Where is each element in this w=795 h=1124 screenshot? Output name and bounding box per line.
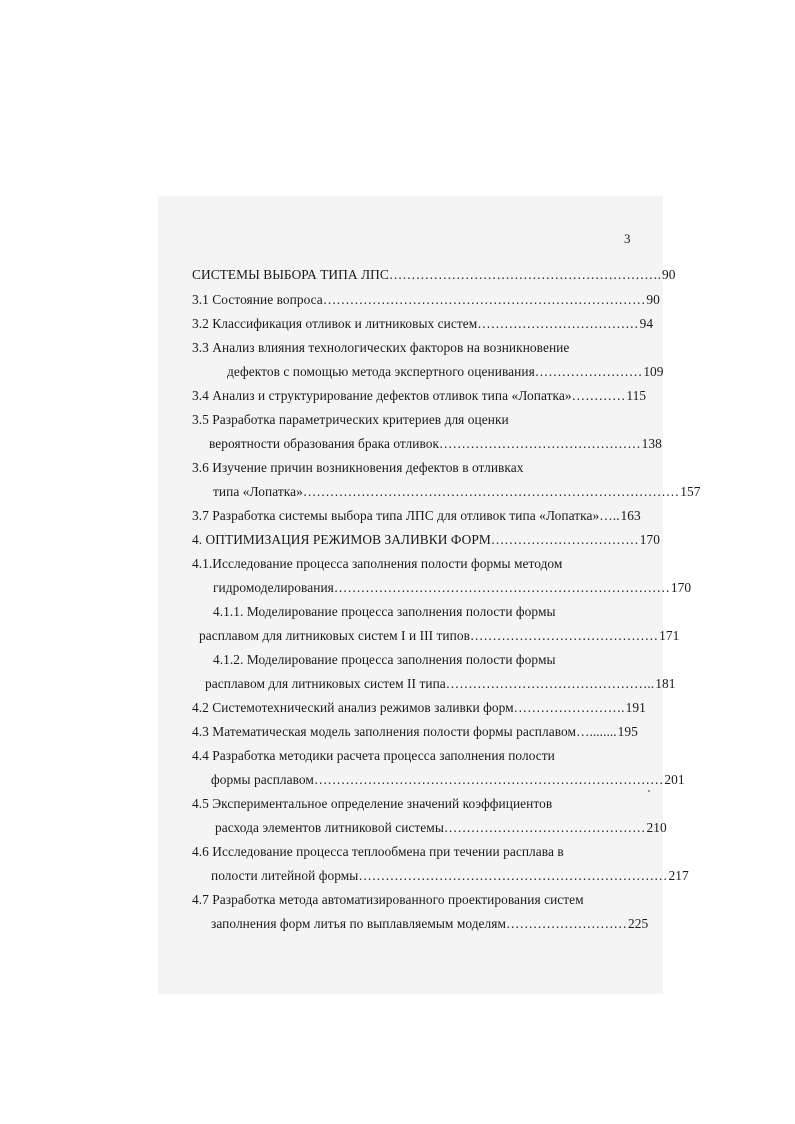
toc-entry — [192, 339, 569, 357]
toc-entry-dots: …………………………… — [490, 532, 639, 547]
toc-entry-dots: ………… — [571, 388, 626, 403]
toc-entry-title: дефектов с помощью метода экспертного оценивания — [227, 364, 535, 379]
toc-entry — [213, 651, 556, 669]
toc-entry-dots: ……………………… — [506, 916, 627, 931]
toc-entry-dots: …........ — [576, 724, 617, 739]
toc-entry — [209, 435, 662, 453]
toc-entry-dots: ….. — [599, 508, 620, 523]
toc-entry — [192, 315, 653, 333]
toc-entry-title: 4.1.1. Моделирование процесса заполнения полости формы — [213, 604, 556, 619]
toc-entry-title: типа «Лопатка» — [213, 484, 303, 499]
toc-entry — [192, 291, 660, 309]
toc-entry — [192, 266, 676, 284]
toc-entry-dots: ……………………………………….. — [445, 676, 655, 691]
toc-entry-page: 163 — [620, 508, 641, 523]
page-number: 3 — [624, 231, 631, 246]
toc-entry-title: 4.5 Экспериментальное определение значений коэффициентов — [192, 796, 553, 811]
toc-entry-title: 3.7 Разработка системы выбора типа ЛПС для отливок типа «Лопатка» — [192, 508, 600, 523]
toc-entry-page: 181 — [655, 676, 676, 691]
toc-entry — [213, 603, 556, 621]
toc-entry-title: СИСТЕМЫ ВЫБОРА ТИПА ЛПС — [192, 267, 389, 282]
toc-entry-page: 94 — [639, 316, 654, 331]
toc-entry — [227, 363, 664, 381]
toc-entry — [192, 843, 564, 861]
toc-entry-page: 90 — [662, 267, 676, 282]
toc-entry-title: 3.5 Разработка параметрических критериев для оценки — [192, 412, 509, 427]
toc-entry-page: 171 — [659, 628, 680, 643]
toc-entry — [192, 723, 638, 741]
scan-speck — [648, 790, 650, 792]
toc-entry — [213, 483, 700, 501]
toc-entry-dots: …………………………………………………………………… — [313, 772, 664, 787]
toc-entry — [192, 411, 509, 429]
toc-entry-page: 170 — [639, 532, 660, 547]
toc-entry-title: расплавом для литниковых систем I и III типов — [199, 628, 470, 643]
toc-entry-title: расплавом для литниковых систем II типа — [205, 676, 446, 691]
toc-entry-title: 4.6 Исследование процесса теплообмена при течении расплава в — [192, 844, 564, 859]
toc-entry-page: 210 — [646, 820, 667, 835]
toc-entry-title: расхода элементов литниковой системы — [215, 820, 444, 835]
toc-entry-page: 90 — [646, 292, 660, 307]
toc-entry-title: 4. ОПТИМИЗАЦИЯ РЕЖИМОВ ЗАЛИВКИ ФОРМ — [192, 532, 491, 547]
toc-entry-page: 217 — [668, 868, 689, 883]
toc-entry-title: 3.1 Состояние вопроса — [192, 292, 323, 307]
toc-entry-title: 4.4 Разработка методики расчета процесса заполнения полости — [192, 748, 555, 763]
toc-entry — [192, 507, 641, 525]
toc-entry-dots: ……………………………………………………. — [388, 267, 662, 282]
toc-entry-dots: ………………………………………………………………………… — [302, 484, 680, 499]
toc-entry-title: 4.1.2. Моделирование процесса заполнения полости формы — [213, 652, 556, 667]
toc-entry — [192, 891, 584, 909]
toc-entry — [205, 675, 675, 693]
toc-entry-dots: ……………………. — [513, 700, 625, 715]
toc-entry-page: 195 — [617, 724, 638, 739]
toc-entry-title: 4.3 Математическая модель заполнения полости формы расплавом — [192, 724, 577, 739]
toc-entry-title: заполнения форм литья по выплавляемым моделям — [211, 916, 507, 931]
toc-entry — [215, 819, 667, 837]
toc-entry-page: 157 — [680, 484, 701, 499]
toc-entry — [192, 459, 524, 477]
toc-entry — [211, 771, 685, 789]
toc-entry-title: 3.2 Классификация отливок и литниковых систем — [192, 316, 478, 331]
toc-entry-title: гидромоделирования — [213, 580, 334, 595]
toc-entry-page: 170 — [670, 580, 692, 595]
toc-entry — [192, 747, 555, 765]
toc-entry-page: 115 — [626, 388, 647, 403]
toc-entry-dots: …………………………………………………………… — [358, 868, 668, 883]
toc-entry — [192, 531, 660, 549]
toc-entry-dots: ……………………………… — [477, 316, 639, 331]
toc-entry-dots: ……………………………………… — [443, 820, 646, 835]
toc-entry-dots: ……………………………………… — [439, 436, 641, 451]
toc-entry-title: 4.2 Системотехнический анализ режимов заливки форм — [192, 700, 514, 715]
toc-entry-page: 138 — [641, 436, 662, 451]
toc-entry-title: 4.7 Разработка метода автоматизированного проектирования систем — [192, 892, 584, 907]
toc-entry-title: 3.4 Анализ и структурирование дефектов отливок типа «Лопатка» — [192, 388, 572, 403]
toc-entry — [211, 867, 689, 885]
toc-entry-title: вероятности образования брака отливок — [209, 436, 440, 451]
toc-entry-title: 4.1.Исследование процесса заполнения полости формы методом — [192, 556, 563, 571]
toc-entry-page: 201 — [664, 772, 685, 787]
toc-entry-title: формы расплавом — [211, 772, 314, 787]
toc-entry-page: 225 — [628, 916, 649, 931]
toc-entry — [192, 555, 562, 573]
toc-entry — [192, 699, 646, 717]
toc-entry — [199, 627, 679, 645]
toc-entry-page: 191 — [625, 700, 646, 715]
toc-entry-title: 3.3 Анализ влияния технологических факторов на возникновение — [192, 340, 570, 355]
toc-entry-dots: …………………… — [534, 364, 643, 379]
toc-entry-page: 109 — [643, 364, 664, 379]
toc-entry-dots: ……………………………………………………………… — [322, 292, 646, 307]
toc-entry — [192, 795, 552, 813]
toc-entry-dots: ………………………………………………………………… — [333, 580, 670, 595]
toc-entry — [192, 387, 646, 405]
toc-entry — [213, 579, 691, 597]
toc-entry-dots: …………………………………… — [469, 628, 659, 643]
toc-entry — [211, 915, 648, 933]
toc-entry-title: 3.6 Изучение причин возникновения дефектов в отливках — [192, 460, 524, 475]
toc-entry-title: полости литейной формы — [211, 868, 359, 883]
